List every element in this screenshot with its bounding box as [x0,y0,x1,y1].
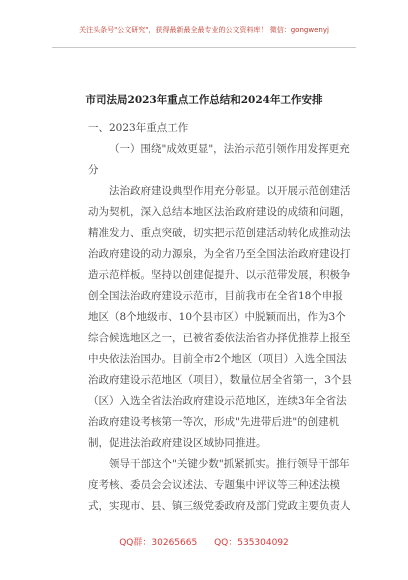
qq-group-text: QQ群：30265665 [119,538,198,548]
header-divider [52,47,356,48]
document-body [88,118,352,517]
contact-footer [0,535,408,548]
qq-number-text: QQ：535304092 [214,538,289,548]
subsection-heading: （一）围绕"成效更显"，法治示范引领作用发挥更充分 [88,143,350,176]
paragraph-1: 法治政府建设典型作用充分彰显。以开展示范创建活动为契机，深入总结本地区法治政府建设的成绩和问题，精准发力、重点突破，切实把示范创建活动转化成推动法治政府建设的动力源泉，为全省乃至全国法治政府建设打造示范样板。坚持以创建促提升、以示范带发展，积极争创全国法治政府建设示范市，目前我市在全省18个申报地区（8个地级市、10个县市区）中脱颖而出，作为3个综合候选地区之一，已被省委依法治省办择优推荐上报至中央依法治国办。目前全市2个地区（项目）入选全国法治政府建设示范地区（项目），数量位居全省第一，3个县（区）入选全省法治政府建设示范地区，连续3年全省法治政府建设考核第一等次，形成"先进带后进"的创建机制，促进法治政府建设区域协同推进。 [88,185,352,449]
section-heading: 一、2023年重点工作 [88,122,189,134]
ad-banner-text: 关注头条号"公文研究"，获得最新最全最专业的公文资料库！ 微信：gongwenyj [79,26,329,34]
document-title: 市司法局2023年重点工作总结和2024年工作安排 [85,94,323,106]
ad-header [0,0,408,62]
paragraph-2: 领导干部这个"关键少数"抓紧抓实。推行领导干部年度考核、委员会会议述法、专题集中评议等三种述法模式，实现市、县、镇三级党委政府及部门党政主要负责人 [88,458,351,512]
